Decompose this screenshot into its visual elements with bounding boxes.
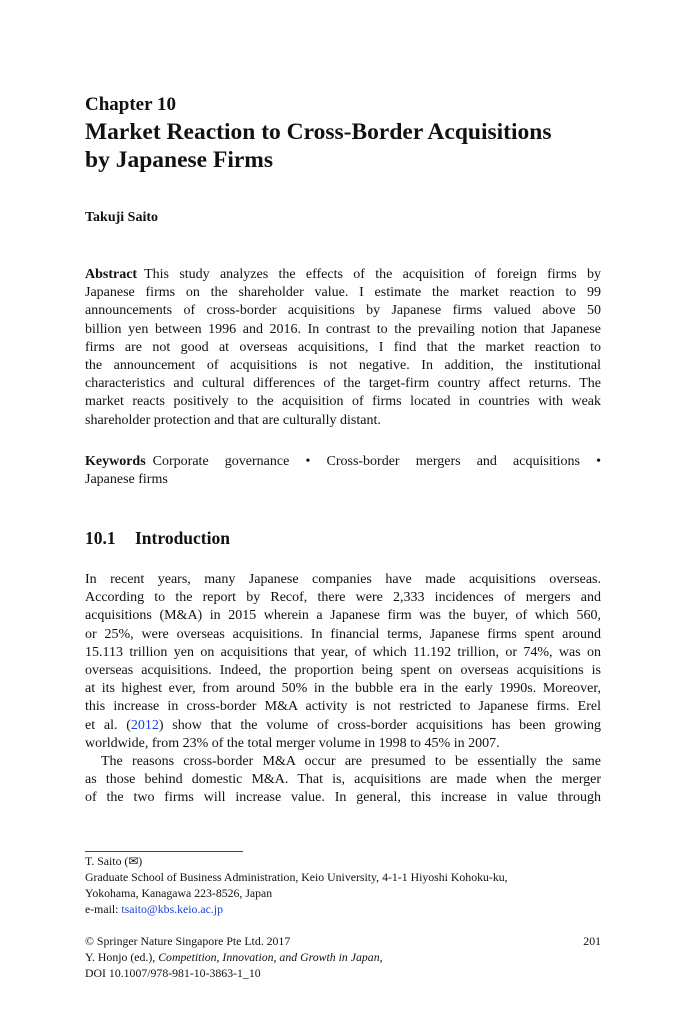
title-line: Market Reaction to Cross-Border Acquisitions <box>85 119 552 145</box>
footnote-affiliation: Graduate School of Business Administration, Keio University, 4-1-1 Hiyoshi Kohoku-ku, <box>85 870 508 884</box>
text-line: at its highest ever, from around 50% in the bubble era in the early 1990s. Moreover, <box>85 681 601 697</box>
footnote-affiliation: Yokohama, Kanagawa 223-8526, Japan <box>85 886 273 900</box>
text-line: Japanese firms <box>85 472 168 488</box>
text-line: The reasons cross-border M&A occur are presumed to be essentially the same <box>101 754 601 770</box>
email-label: e-mail: <box>85 902 122 916</box>
section-heading <box>85 528 601 549</box>
text-line <box>85 266 601 284</box>
chapter-label: Chapter 10 <box>85 94 176 115</box>
page-number: 201 <box>583 934 601 948</box>
footnote-author: T. Saito (✉) <box>85 854 143 868</box>
abstract <box>85 266 601 430</box>
text-line: this increase in cross-border M&A activity is not restricted to Japanese firms. Erel <box>85 699 601 715</box>
text-line: 15.113 trillion yen on acquisitions that year, of which 11.192 trillion, or 74%, was on <box>85 644 601 660</box>
text-line: as those behind domestic M&A. That is, acquisitions are made when the merger <box>85 772 601 788</box>
text-line: characteristics and cultural differences of the target-firm country affect returns. The <box>85 376 601 392</box>
footnote-email-line <box>85 901 601 917</box>
doi: DOI 10.1007/978-981-10-3863-1_10 <box>85 966 261 980</box>
line-text: This study analyzes the effects of the acquisition of foreign firms by <box>144 267 601 282</box>
text-line: shareholder protection and that are culturally distant. <box>85 412 381 428</box>
footnote-rule <box>85 851 243 852</box>
introduction-body <box>85 571 601 808</box>
text-line: worldwide, from 23% of the total merger volume in 1998 to 45% in 2007. <box>85 735 500 751</box>
text-line: acquisitions (M&A) in 2015 wherein a Japanese firm was the buyer, of which 560, <box>85 608 601 624</box>
line-text: Corporate governance • Cross-border mergers and acquisitions • <box>152 454 601 469</box>
keywords <box>85 453 601 489</box>
text-line: overseas acquisitions. Indeed, the proportion being spent on overseas acquisitions is <box>85 663 601 679</box>
text-line: firms are not good at overseas acquisitions, I find that the market reaction to <box>85 339 601 355</box>
section-number: 10.1 <box>85 528 116 548</box>
citation-link[interactable]: 2012 <box>130 717 159 733</box>
book-suffix: , <box>379 950 383 964</box>
chapter-title <box>85 118 601 174</box>
copyright-line: © Springer Nature Singapore Pte Ltd. 2017 <box>85 934 291 948</box>
copyright-block <box>85 933 601 981</box>
section-title: Introduction <box>135 528 230 548</box>
text-line: market reacts positively to the acquisition of firms located in countries with weak <box>85 394 601 410</box>
text-line: of the two firms will increase value. In general, this increase in value through <box>85 790 601 806</box>
citation-line <box>85 717 601 735</box>
text-line: According to the report by Recof, there were 2,333 incidences of mergers and <box>85 590 601 606</box>
title-line: by Japanese Firms <box>85 147 273 173</box>
label: Abstract <box>85 267 138 282</box>
email-link[interactable]: tsaito@kbs.keio.ac.jp <box>121 902 223 916</box>
author: Takuji Saito <box>85 210 159 225</box>
text-line: announcements of cross-border acquisitions by Japanese firms valued above 50 <box>85 303 601 319</box>
text-line: or 25%, were overseas acquisitions. In financial terms, Japanese firms spent around <box>85 626 601 642</box>
book-citation <box>85 949 601 965</box>
text-line: Japanese firms on the shareholder value. I estimate the market reaction to 99 <box>85 285 601 301</box>
cite-post: ) show that the volume of cross-border acquisitions has been growing <box>158 717 601 733</box>
text-line <box>85 453 601 471</box>
book-title: Competition, Innovation, and Growth in Japan <box>158 950 380 964</box>
cite-pre: et al. ( <box>85 717 131 733</box>
text-line: billion yen between 1996 and 2016. In contrast to the prevailing notion that Japanese <box>85 321 601 337</box>
label: Keywords <box>85 454 146 469</box>
text-line: In recent years, many Japanese companies have made acquisitions overseas. <box>85 572 601 587</box>
editor: Y. Honjo (ed.), <box>85 950 159 964</box>
author-footnote <box>85 853 601 917</box>
text-line: the announcement of acquisitions is not negative. In addition, the institutional <box>85 358 601 374</box>
